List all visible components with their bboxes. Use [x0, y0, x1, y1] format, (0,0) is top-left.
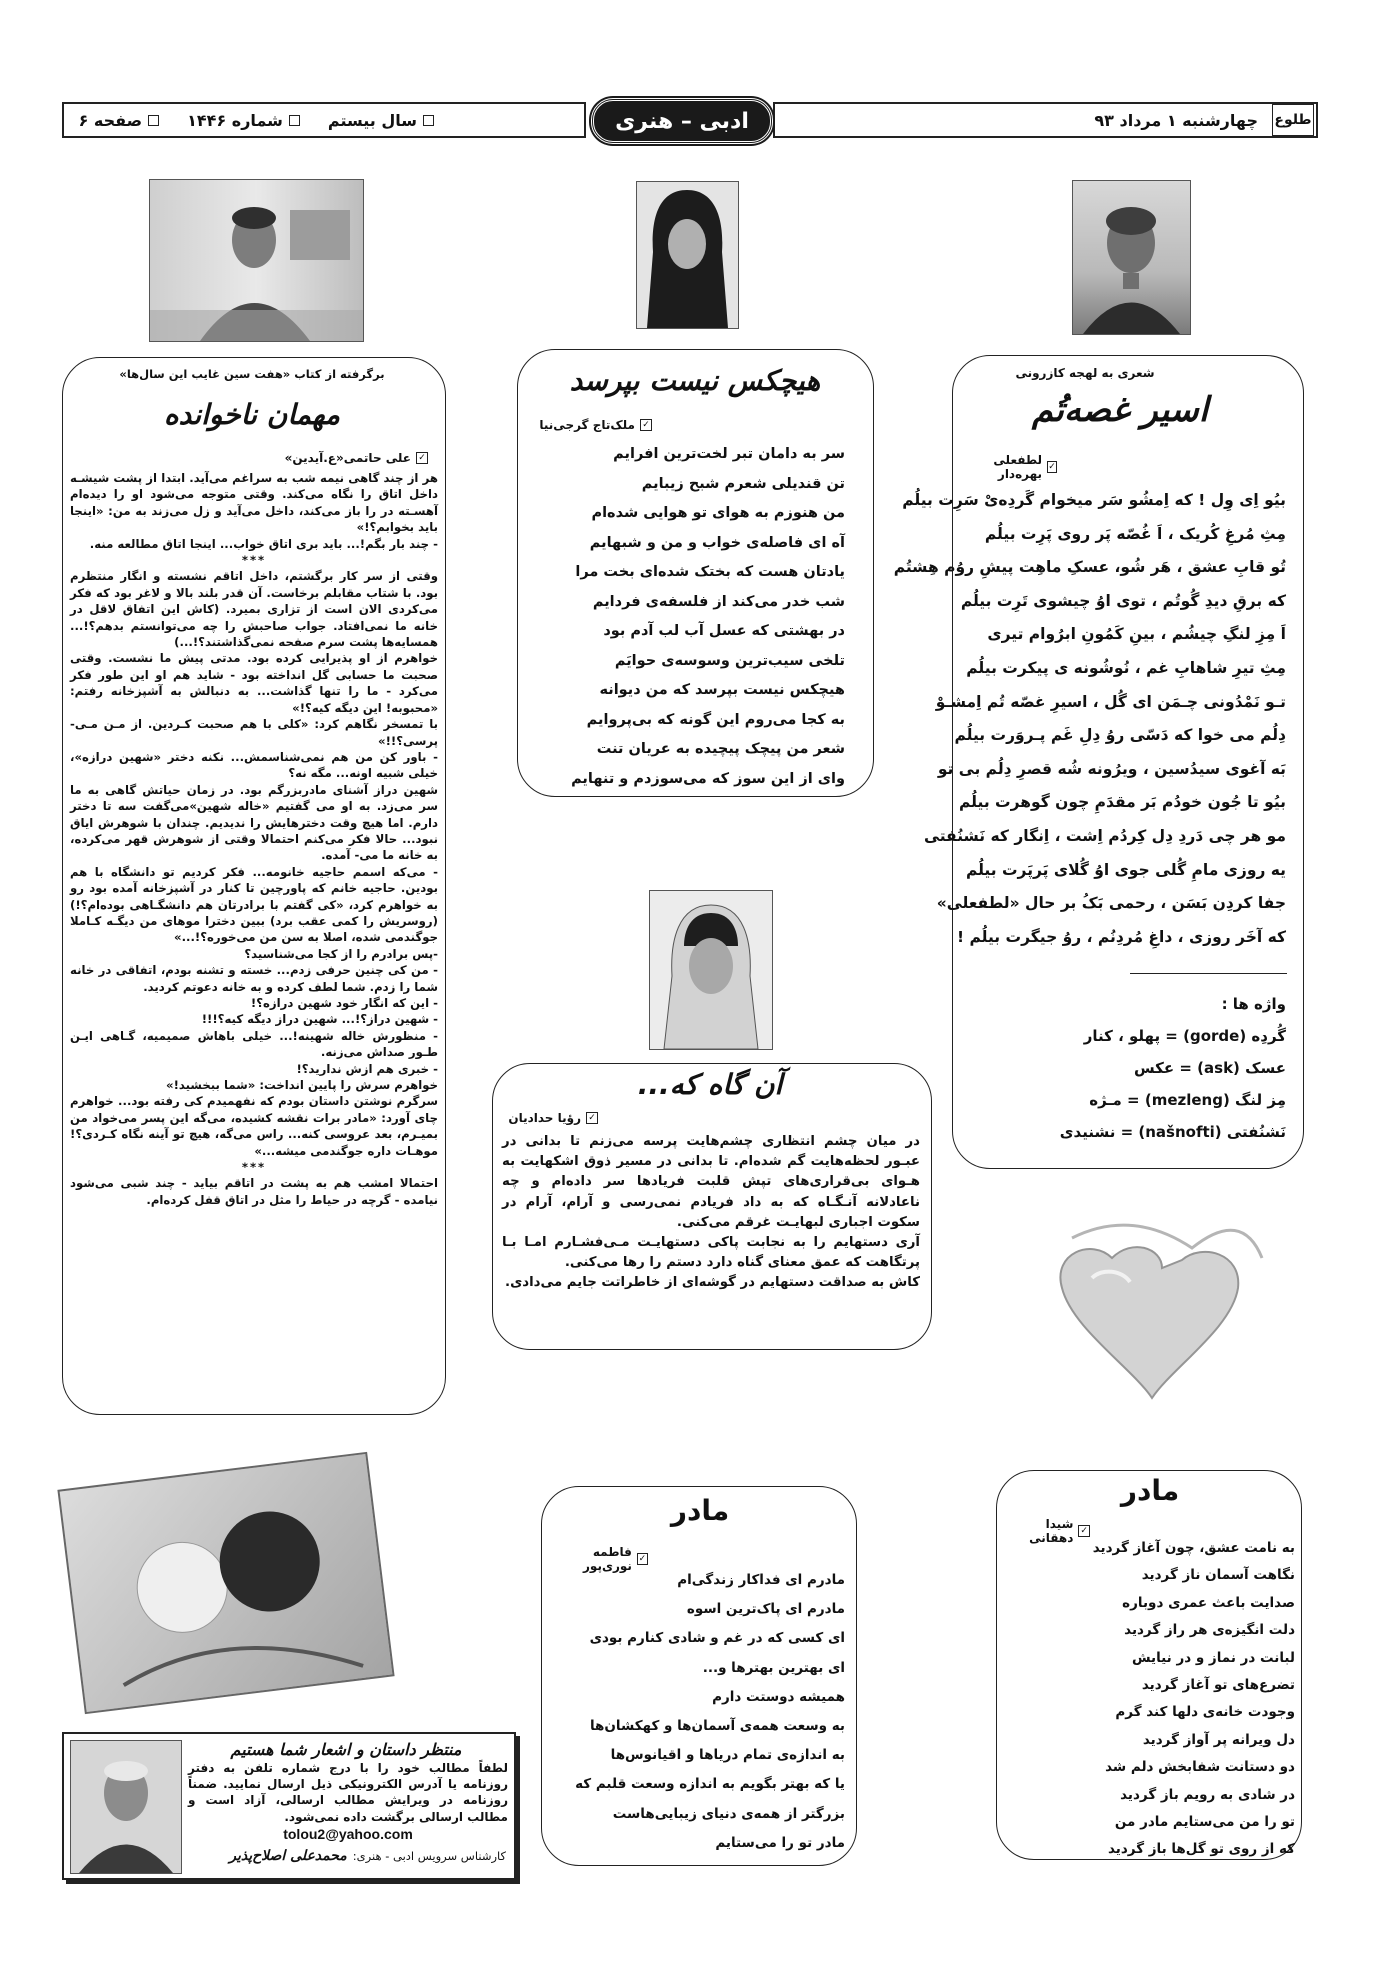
poem-line: دِلُم می خوا که دَسّی روُ دِلِ غَم پـروَرت بیلُم [954, 726, 1286, 745]
poem-line: به اندازه‌ی تمام دریاها و اقیانوس‌ها [610, 1747, 845, 1764]
masthead-right-box [773, 102, 1318, 138]
square-bullet-icon [289, 115, 300, 126]
checkbox-icon: ✓ [586, 1112, 598, 1124]
square-bullet-icon [148, 115, 159, 126]
editor-photo [70, 1740, 182, 1874]
issue-item: شماره ۱۴۴۶ [187, 111, 300, 130]
poem2-title: هیچکس نیست بپرسد [569, 364, 821, 397]
rose-icon [60, 1454, 393, 1712]
portrait-editor-icon [71, 1741, 181, 1873]
story-paragraph: - باور کن من هم نمی‌شناسمش... نکنه دختر «شهین درازه»، خیلی شبیه اونه... مگه نه؟ [70, 749, 438, 781]
story-paragraph: احتمالا امشب هم به پشت در اتاقم بیاید - چند شبی می‌شود نیامده - گرچه در حیاط را مثل در اتاق قفل کرده‌ام. [70, 1176, 438, 1207]
poem-line: مِثِ تیرِ شاهابِ غم ، نُوشُونه ی پیکرت بیلُم [966, 658, 1286, 677]
page-item: صفحه ۶ [79, 111, 160, 130]
date-line: چهارشنبه ۱ مرداد ۹۳ [1094, 110, 1258, 130]
poem-line: هیچکس نیست بپرسد که من دیوانه [599, 682, 845, 698]
story-paragraph: وقتی از سر کار برگشتم، داخل اتاقم نشسته و انگار منتظرم بود. با شتاب مقابلم برخاست. آن قدر بلند بالا و لاغر بود که فکر می‌کردی الان است از تزاری بمیرد. (کاش این اتفاق لاقل در خانه ما نمی‌افتاد. جواب صاحبش را چه می‌توانستم بدهم؟!... همسایه‌ها پشت سرم صفحه نمی‌گذاشتند؟!...) [70, 569, 438, 650]
story-byline: ✓ علی حاتمی«ع.آیدین» [70, 451, 428, 465]
checkbox-icon: ✓ [416, 452, 428, 464]
mother1-byline: ✓ شیدا دهقانی [1000, 1517, 1090, 1545]
poem-line: جفا کردِن بَسَن ، رحمی بَکُ بر حال «لطفعلی» [936, 894, 1286, 913]
notice-signature: کارشناس سرویس ادبی - هنری: محمدعلی اصلاح‌پذیر [229, 1848, 506, 1864]
notice-email: tolou2@yahoo.com [283, 1826, 413, 1842]
story-separator: *** [241, 1160, 267, 1175]
author-photo-young-woman [649, 890, 773, 1050]
story-paragraph: - شهین دراز؟!... شهین دراز دیگه کیه؟!!! [201, 1012, 438, 1027]
portrait-man-icon [1073, 181, 1190, 334]
story-kicker: برگرفته از کتاب «هفت سین غایب این سال‌ها» [119, 367, 385, 381]
poem-line: ای کسی که در غم و شادی کنارم بودی [589, 1630, 845, 1647]
poem-line: نگاهت آسمان ناز گردید [1141, 1567, 1295, 1584]
poem-line: به وسعت همه‌ی آسمان‌ها و کهکشان‌ها [589, 1718, 845, 1735]
poem1-lines [893, 484, 1286, 954]
mother2-title: مادر [670, 1494, 730, 1527]
poem-line: اَ مِزِ لنگِ چیشُم ، بینِ کَمُونِ ابرُوام تیری [987, 625, 1286, 644]
poem-line: یا که بهتر بگویم به اندازه وسعت قلبم که [575, 1776, 845, 1793]
poem-line: در شادی به رویم باز گردید [1120, 1786, 1295, 1803]
portrait-hijab-icon [650, 891, 772, 1049]
story-paragraph: خواهرم سرش را پایین انداخت: «شما ببخشید!» [166, 1078, 438, 1093]
square-bullet-icon [423, 115, 434, 126]
poem-line: من هنوزم به هوای تو هوایی شده‌ام [591, 505, 845, 521]
poem-line: یه روزی مامِ گُلی جوی اوُ گُلای پَرپَرت بیلُم [965, 860, 1286, 879]
checkbox-icon: ✓ [1078, 1525, 1090, 1537]
year-item: سال بیستم [328, 111, 434, 130]
checkbox-icon: ✓ [640, 419, 652, 431]
poem-line: به نامت عشق، چون آغاز گردید [1092, 1540, 1295, 1556]
poem-line: مادرم ای فداکار زندگی‌ام [677, 1572, 845, 1588]
glossary-label: واژه ها : [1221, 995, 1286, 1013]
story-paragraph: -پس برادرم را از کجا می‌شناسید؟ [244, 946, 438, 961]
checkbox-icon: ✓ [638, 1554, 647, 1564]
poem-line: تضرع‌های تو آغاز گردید [1141, 1677, 1295, 1694]
poem-line: تـو نَمْدُونی چـمَن ای گُل ، اسیرِ غصّه تُم اِمشـوْ [935, 692, 1286, 711]
poem1-divider [1130, 973, 1287, 974]
poem-line: بَه آغوی سیدُسین ، ویرُونه شُه قصرِ دِلُم بی تو [937, 759, 1286, 778]
story-paragraph: - من کی چنین حرفی زدم... خسته و تشنه بودم، اتفاقی در خانه شما را زدم. شما لطف کرده و به خانه دعوتم کردید. [70, 963, 438, 994]
poem-line: که برقِ دیدِ گُوتُم ، توی اوُ چیشوی تَرِت بیلُم [960, 591, 1286, 610]
poem1-kicker: شعری به لهجه کازرونی [1015, 366, 1155, 380]
story-separator: *** [241, 553, 267, 568]
story-paragraph: هر از چند گاهی نیمه شب به سراغم می‌آید. ابتدا از پشت شیشـه داخل اتاق را نگاه می‌کند. وقتی متوجه می‌شود او را دیده‌ام آهسـته در را باز می‌کند، داخل می‌آید و زل می‌زند به من: «اینجا باید بخوابم؟!» [70, 471, 438, 535]
masthead-left-box [62, 102, 586, 138]
prose-paragraph: کاش به صداقت دستهایم در گوشه‌ای از خاطراتت جایم می‌دادی. [505, 1275, 920, 1291]
poem-line: مادرم ای پاک‌ترین اسوه [686, 1601, 845, 1618]
poem2-lines [545, 440, 845, 794]
story-paragraph: سرگرم نوشتن داستان بودم که نفهمیدم کی رفته بود... خواهرم چای آورد: «مادر برات نقشه کشیده، می‌گه این پسر می‌خواد من بمیـرم، بعد عروسی کنه... راس می‌گه، هیچ تو آینه نگاه کـردی؟! موهـات داره جوگندمی میشه...» [70, 1094, 438, 1158]
editor-name: محمدعلی اصلاح‌پذیر [229, 1848, 347, 1864]
poem1-byline: ✓ لطفعلی بهره‌دار [993, 453, 1056, 481]
poem-line: دو دستانت شفابخش دلم شد [1105, 1759, 1295, 1776]
poem-line: بیُو اِی وِل ! که اِمشُو سَر میخوام گَردِه‌یْ سَرِت بیلُم [902, 491, 1286, 509]
author-photo-man-left [149, 179, 364, 342]
glossary-item: گُردِه (gorde) = پهلو ، کنار [1083, 1027, 1286, 1045]
poem-line: وجودت خانه‌ی دلها کند گرم [1115, 1704, 1295, 1721]
glossary-item: مِز لنگ (mezleng) = مـژه [1089, 1091, 1286, 1109]
mother2-lines [555, 1566, 845, 1858]
poem-line: که آخَر روزی ، داغِ مُردِنُم ، روُ جیگرت بیلُم ! [957, 927, 1286, 946]
poem-line: بزرگتر از همه‌ی دنیای زیبایی‌هاست [612, 1805, 845, 1822]
rose-image [57, 1452, 394, 1714]
poem-line: ای بهترین بهترها و... [702, 1659, 845, 1676]
glossary-item: عسک (ask) = عکس [1133, 1059, 1286, 1077]
poem-line: سر به دامان تبر لخت‌ترین افرایم [613, 446, 845, 462]
poem-line: مِثِ مُرغِ کُریک ، اَ غُصّه پَر روی پَرِت بیلُم [984, 524, 1286, 543]
poem-line: همیشه دوستت دارم [712, 1688, 845, 1705]
story-paragraph: - خبری هم ازش ندارید؟! [296, 1061, 438, 1076]
poem-line: شب خدر می‌کند از فلسفه‌ی فردایم [592, 593, 845, 610]
story-title: مهمان ناخوانده [164, 398, 340, 431]
poem-line: لبانت در نماز و در نیایش [1131, 1649, 1295, 1666]
story-paragraph: - می‌که اسمم حاجیه خانومه... فکر کردیم تو دانشگاه با هم بودین. حاجیه خانم که پاورچین تا کنار در آشپزخانه آمده بود رو به خواهرم کرد، «کی گفتم با برادرتان هم دانشگـاهی بوده‌ام؟!) (روسریش را کمی عقب برد) ببین دخترا موهای من دیگـه کـاملا جوگندمی شده، اصلا به سن من می‌خوره؟!...» [70, 864, 438, 945]
prose-byline: ✓ رؤیا حدادیان [498, 1111, 598, 1125]
poem-line: در بهشتی که عسل آب لب آدم بود [603, 623, 845, 639]
glossary-item: نَشنُفتی (našnofti) = نشنیدی [1059, 1123, 1286, 1141]
poem-line: دلت انگیزه‌ی هر راز گردید [1124, 1622, 1295, 1639]
notice-body: لطفاً مطالب خود را با درج شماره تلفن به دفتر روزنامه یا آدرس الکترونیکی ذیل ارسال نمایید. ضمناً روزنامه در ویرایش مطالب ارسالی، آزاد است و مطالب ارسالی برگشت داده نمی‌شود. [188, 1761, 508, 1824]
poem-line: دل ویرانه پر آواز گردید [1142, 1731, 1295, 1748]
author-photo-man-right [1072, 180, 1191, 335]
poem-line: به کجا می‌روم این گونه که بی‌پروایم [586, 711, 845, 728]
story-paragraph: - چند بار بگم!... باید بری اتاق خواب... اینجا اتاق مطالعه منه. [89, 536, 438, 551]
poem1-glossary [968, 988, 1286, 1148]
poem-line: تُو قابِ عشق ، هَر شُو، عسکِ ماهِت پیشِ روُم هِشتُم [893, 558, 1286, 577]
poem-line: وای از این سوز که می‌سوزدم و تنهایم [571, 770, 845, 787]
poem-line: صدایت باعث عمری دوباره [1122, 1594, 1295, 1611]
author-photo-woman [636, 181, 739, 329]
story-paragraph: شهین دراز آشنای مادربزرگم بود. در زمان حیاتش گاهی به ما سر می‌زد. به او می گفتیم «خاله شهین»می‌گفت سه تا دختر دارم. اما هیچ وقت دخترهایش را ندیدیم. چندان با شوهرش ایاق نبود... حالا فکر می‌کنم احتمالا وقتی از شوهرش قهر می‌کرده، به خانه ما می- آمده. [70, 782, 438, 863]
story-body [70, 470, 438, 1208]
poem2-byline: ✓ ملک‌تاج گرجی‌نیا [520, 418, 652, 432]
poem-line: آه ای فاصله‌ی خواب و من و شبهایم [589, 534, 845, 551]
glass-heart-icon [1012, 1198, 1280, 1416]
poem-line: شعر من پیچک پیچیده به عریان تنت [596, 741, 845, 757]
story-paragraph: با تمسخر نگاهم کرد: «کلی با هم صحبت کـردین. از مـن مـی- پرسی؟!!» [70, 717, 438, 748]
portrait-man-desk-icon [150, 180, 363, 341]
story-paragraph: - منظورش خاله شهینه!... خیلی باهاش صمیمیه، گـاهی ایـن طـور صداش می‌زنه. [70, 1028, 438, 1060]
poem-line: تلخی سیب‌ترین وسوسه‌ی حوایَم [614, 652, 845, 669]
poem-line: مو هر چی دَردِ دِل کِردُم اِشت ، اِنگار که نَشنُفتی [924, 826, 1286, 845]
poem-line: یادتان هست که بختک شده‌ای بخت مرا [575, 564, 845, 580]
poem-line: که از روی تو گل‌ها باز گردید [1108, 1841, 1295, 1858]
prose-body [502, 1132, 920, 1294]
notice-title: منتظر داستان و اشعار شما هستیم [230, 1740, 462, 1759]
newspaper-logo: طلوع [1272, 104, 1314, 136]
heart-image [1012, 1198, 1280, 1416]
mother2-byline: ✓ فاطمه نوری‌پور [583, 1545, 647, 1573]
mother1-title: مادر [1120, 1474, 1180, 1507]
story-paragraph: - این که انگار خود شهین درازه؟! [250, 996, 438, 1010]
poem-line: مادر تو را می‌ستایم [715, 1834, 845, 1851]
story-paragraph: خواهرم از او پذیرایی کرده بود. مدتی پیش ما نشست. وقتی صحبت ما حسابی گل انداخته بود - شاید هم او این طور فکر می‌کرد - ما را تنها گذاشت... به دنبالش به آشپزخانه رفتم: «محبوبه! این دیگه کیه؟!» [70, 651, 438, 715]
prose-title: آن گاه که... [637, 1068, 783, 1101]
poem-line: تو را من می‌ستایم مادر من [1114, 1814, 1295, 1831]
poem1-title: اسیر غصه‌تُم [1031, 390, 1209, 430]
poem-line: بیُو تا جُون خودُم بَر مقدَمِ چون گوهرت بیلُم [959, 793, 1286, 812]
portrait-woman-icon [637, 182, 738, 328]
prose-paragraph: در میان چشم انتظاری چشم‌هایت پرسه می‌زنم تا بدانی در عبـور لحظه‌هایت گم شده‌ام. تا بدانی در مسیر ذوق اشکهایت به هـوای بی‌قراری‌های تپش قلبت فریادها سر داده‌ام و چه ناعادلانه آنـگـاه که به داد فریادم نمی‌رسی و آرام، آرام در سکوت اجباری لبهایـت غرقم می‌کنی. [502, 1134, 920, 1230]
checkbox-icon: ✓ [1048, 462, 1056, 472]
section-pill: ادبی – هنری [591, 98, 773, 144]
poem-line: تن قندیلی شعرم شبح زیبایم [641, 475, 845, 492]
prose-paragraph: آری دستهایم را به نجابت پاکی دستهایـت مـی‌فشـارم امـا بـا پرتگاهت که عمق معنای گناه دارد دستم را رها می‌کنی. [502, 1235, 920, 1271]
mother1-lines [1010, 1535, 1295, 1864]
